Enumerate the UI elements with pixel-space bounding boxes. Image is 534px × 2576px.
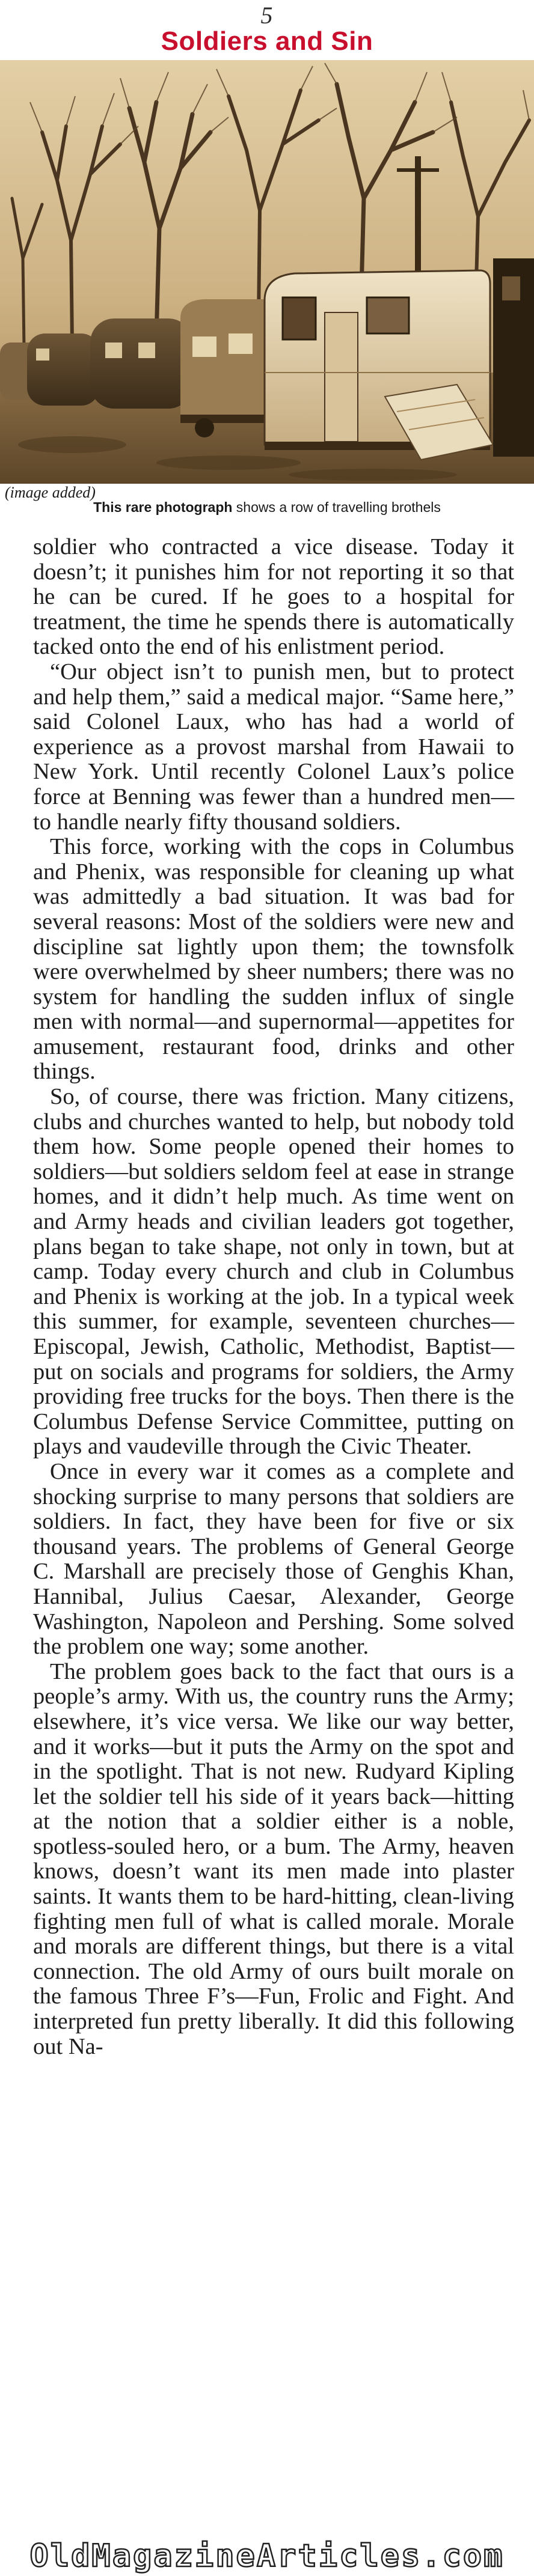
caption-rest: shows a row of travelling brothels [232, 499, 441, 515]
article-paragraph: soldier who contracted a vice disease. Today it doesn’t; it punishes him for not reporting it so that he can be cured. If he goes to a hospital for treatment, the time he spends there is automatically tacked onto the end of his enlistment period. [33, 534, 514, 660]
article-paragraph: The problem goes back to the fact that ours is a people’s army. With us, the country runs the Army; elsewhere, it’s vice versa. We like our way better, and it works—but it puts the Army on the spot and in the spotlight. That is not new. Rudyard Kipling let the soldier tell his side of it years back—hitting at the notion that a soldier either is a noble, spotless-souled hero, or a bum. The Army, heaven knows, doesn’t want its men made into plaster saints. It wants them to be hard-hitting, clean-living fighting men full of what is called morale. Morale and morals are different things, but there is a vital connection. The old Army of ours built morale on the famous Three F’s—Fun, Frolic and Fight. And interpreted fun pretty liberally. It did this following out Na- [33, 1658, 514, 2059]
trailers-photograph [0, 60, 534, 484]
article-paragraph: This force, working with the cops in Columbus and Phenix, was responsible for cleaning up what was admittedly a bad situation. It was bad for several reasons: Most of the soldiers were new and discipline sat lightly upon them; the townsfolk were overwhelmed by sheer numbers; there was no system for handling the sudden influx of single men with normal—and supernormal—appetites for amusement, restaurant food, drinks and other things. [33, 834, 514, 1085]
caption-lead: This rare photograph [93, 499, 233, 515]
article-paragraph: Once in every war it comes as a complete and shocking surprise to many persons that soldiers are soldiers. In fact, they have been for five or six thousand years. The problems of General George C. Marshall are precisely those of Genghis Khan, Hannibal, Julius Caesar, Alexander, George Washington, Napoleon and Pershing. Some solved the problem one way; some another. [33, 1458, 514, 1660]
footer-watermark [0, 2535, 534, 2576]
article-body [33, 535, 514, 2059]
article-headline: Soldiers and Sin [161, 26, 373, 56]
photo-illustration [0, 60, 534, 484]
article-paragraph: So, of course, there was friction. Many citizens, clubs and churches wanted to help, but nobody told them how. Some people opened their homes to soldiers—but soldiers seldom feel at ease in strange homes, and it didn’t help much. As time went on and Army heads and civilian leaders got together, plans began to take shape, not only in town, but at camp. Today every church and club in Columbus and Phenix is working at the job. In a typical week this summer, for example, seventeen churches—Episcopal, Jewish, Catholic, Methodist, Baptist—put on socials and programs for soldiers, the Army providing free trucks for the boys. Then there is the Columbus Defense Service Committee, putting on plays and vaudeville through the Civic Theater. [33, 1084, 514, 1460]
page-number: 5 [260, 2, 274, 29]
article-paragraph: “Our object isn’t to punish men, but to protect and help them,” said a medical major. “Same here,” said Colonel Laux, who has had a world of experience as a provost marshal from Hawaii to New York. Until recently Colonel Laux’s police force at Benning was fewer than a hundred men—to handle nearly fifty thousand soldiers. [33, 659, 514, 835]
image-added-note: (image added) [5, 484, 96, 501]
photo-caption [0, 498, 534, 516]
watermark-text[interactable]: OldMagazineArticles.com [29, 2538, 505, 2574]
